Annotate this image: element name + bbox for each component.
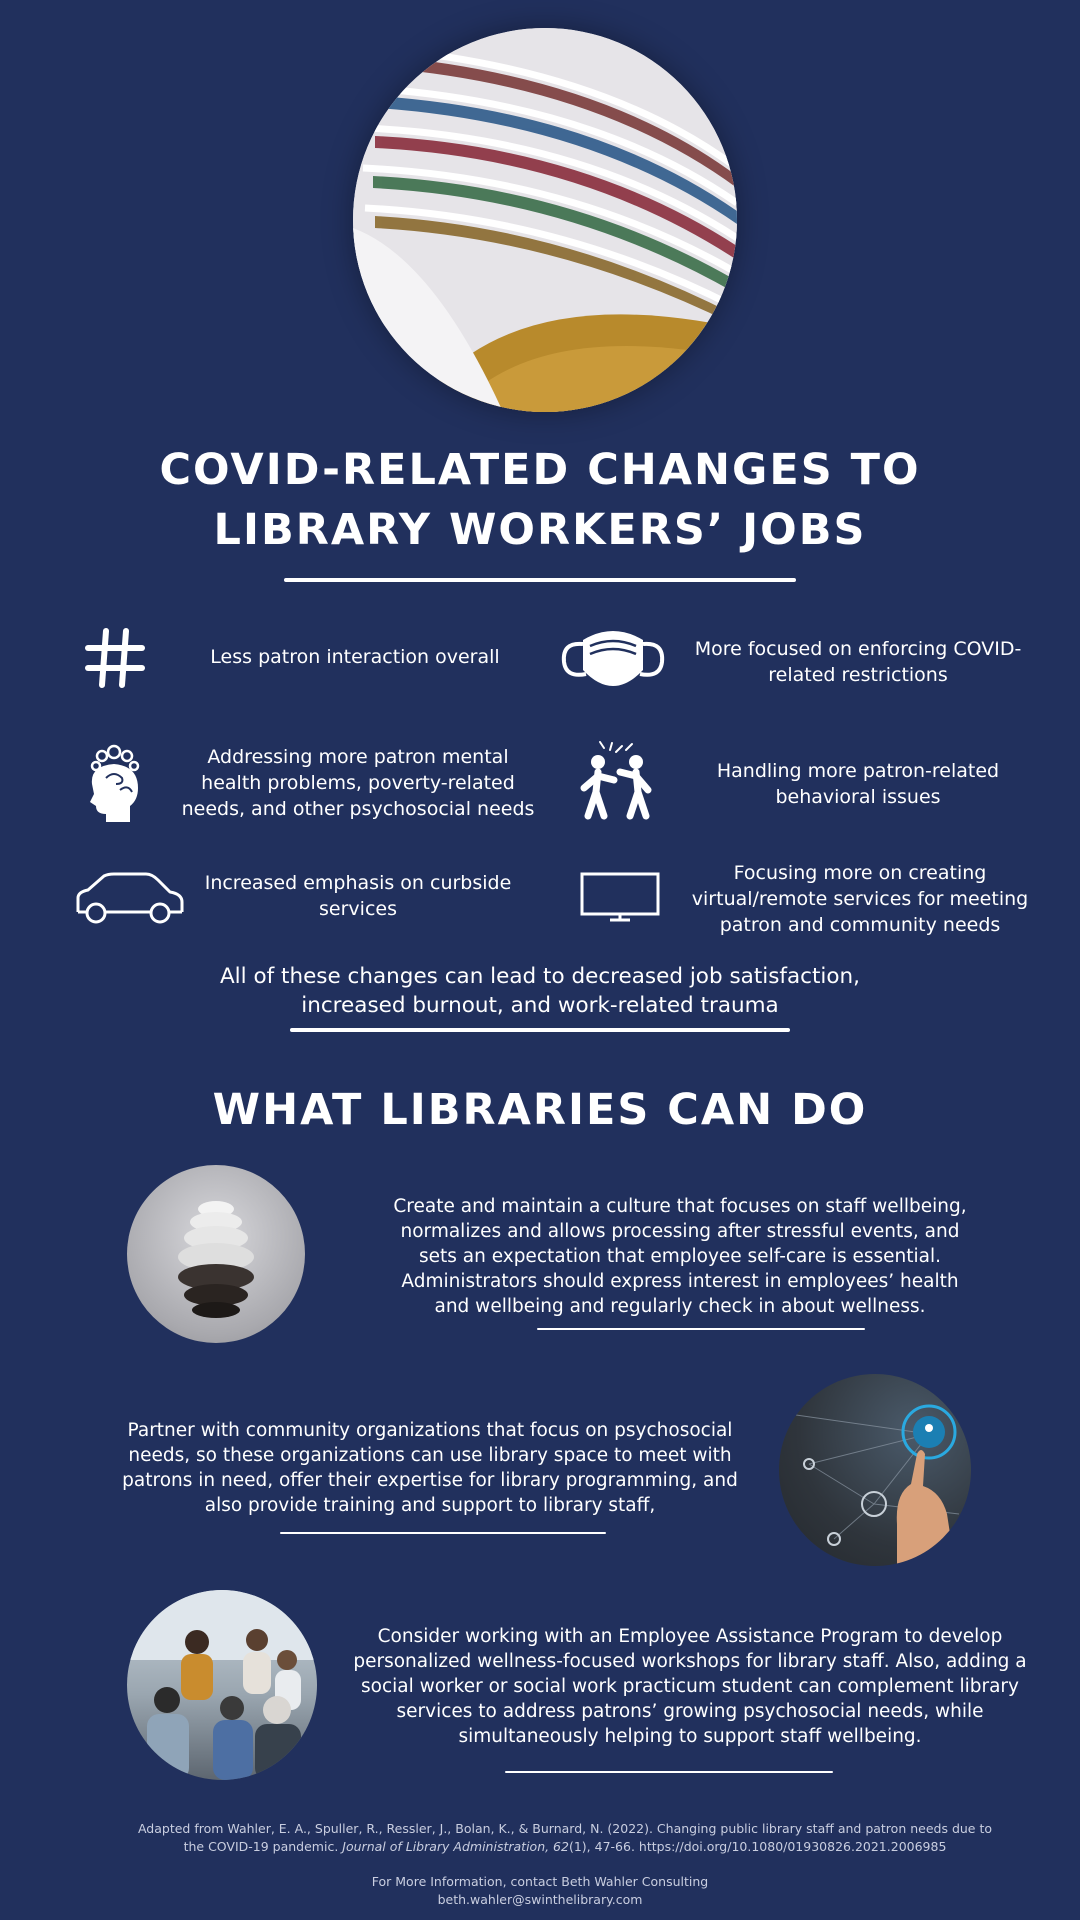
contact-email[interactable]: beth.wahler@swinthelibrary.com: [437, 1892, 643, 1907]
monitor-icon: [580, 872, 660, 926]
change-covid-restrictions: More focused on enforcing COVID-related restrictions: [694, 638, 1022, 686]
citation: [130, 1820, 1000, 1856]
action-eap-divider: [505, 1771, 833, 1773]
citation-journal: Journal of Library Administration, 62: [342, 1839, 569, 1854]
action-partner-divider: [280, 1532, 606, 1534]
car-icon: [74, 872, 186, 928]
arguing-people-icon: [574, 740, 660, 824]
face-mask-icon: [558, 622, 668, 702]
contact-info: [200, 1873, 880, 1909]
citation-doi-link[interactable]: https://doi.org/10.1080/01930826.2021.2006985: [638, 1839, 947, 1854]
citation-prefix: Adapted from Wahler, E. A., Spuller, R., Ressler, J., Bolan, K., & Burnard, N. (2022). Changing public library staff and patron needs due to the COVID-19 pandemic.: [137, 1821, 993, 1854]
page-title-line-1: COVID-RELATED CHANGES TO: [159, 445, 921, 495]
citation-rest: (1), 47-66.: [568, 1839, 635, 1854]
change-virtual-services: Focusing more on creating virtual/remote services for meeting patron and community needs: [691, 862, 1029, 936]
head-swirl-icon: [84, 744, 144, 828]
change-behavioral-issues: Handling more patron-related behavioral issues: [716, 760, 1000, 808]
page-title: [90, 440, 990, 560]
action-culture-text: Create and maintain a culture that focuses on staff wellbeing, normalizes and allows processing after stressful events, and sets an expectation that employee self-care is essential. Administrators should express interest in employees’ health and wellbeing and regularly check in about wellness.: [393, 1196, 967, 1317]
hero-bookshelf-photo: [353, 28, 737, 412]
summary-divider: [290, 1028, 790, 1032]
hashtag-icon: [84, 628, 146, 692]
title-divider: [284, 578, 796, 582]
change-curbside: Increased emphasis on curbside services: [204, 872, 512, 920]
network-hand-photo: [779, 1374, 971, 1566]
stacked-stones-photo: [127, 1165, 305, 1343]
action-culture-divider: [537, 1328, 865, 1330]
summary-text: All of these changes can lead to decreased job satisfaction, increased burnout, and work-related trauma: [219, 964, 861, 1018]
action-eap-text: Consider working with an Employee Assistance Program to develop personalized wellness-focused workshops for library staff. Also, adding a social worker or social work practicum student can complement library services to address patrons’ growing psychosocial needs, while simultaneously helping to support staff wellbeing.: [353, 1626, 1027, 1747]
contact-line: For More Information, contact Beth Wahler Consulting: [371, 1874, 709, 1889]
page-title-line-2: LIBRARY WORKERS’ JOBS: [213, 505, 867, 555]
action-partner-text: Partner with community organizations that focus on psychosocial needs, so these organizations can use library space to meet with patrons in need, offer their expertise for library programming, and also provide training and support to library staff,: [122, 1420, 738, 1516]
change-psychosocial-needs: Addressing more patron mental health problems, poverty-related needs, and other psychosocial needs: [181, 746, 535, 820]
section-subtitle: WHAT LIBRARIES CAN DO: [212, 1085, 868, 1135]
group-meeting-photo: [127, 1590, 317, 1780]
change-patron-interaction: Less patron interaction overall: [210, 646, 500, 668]
